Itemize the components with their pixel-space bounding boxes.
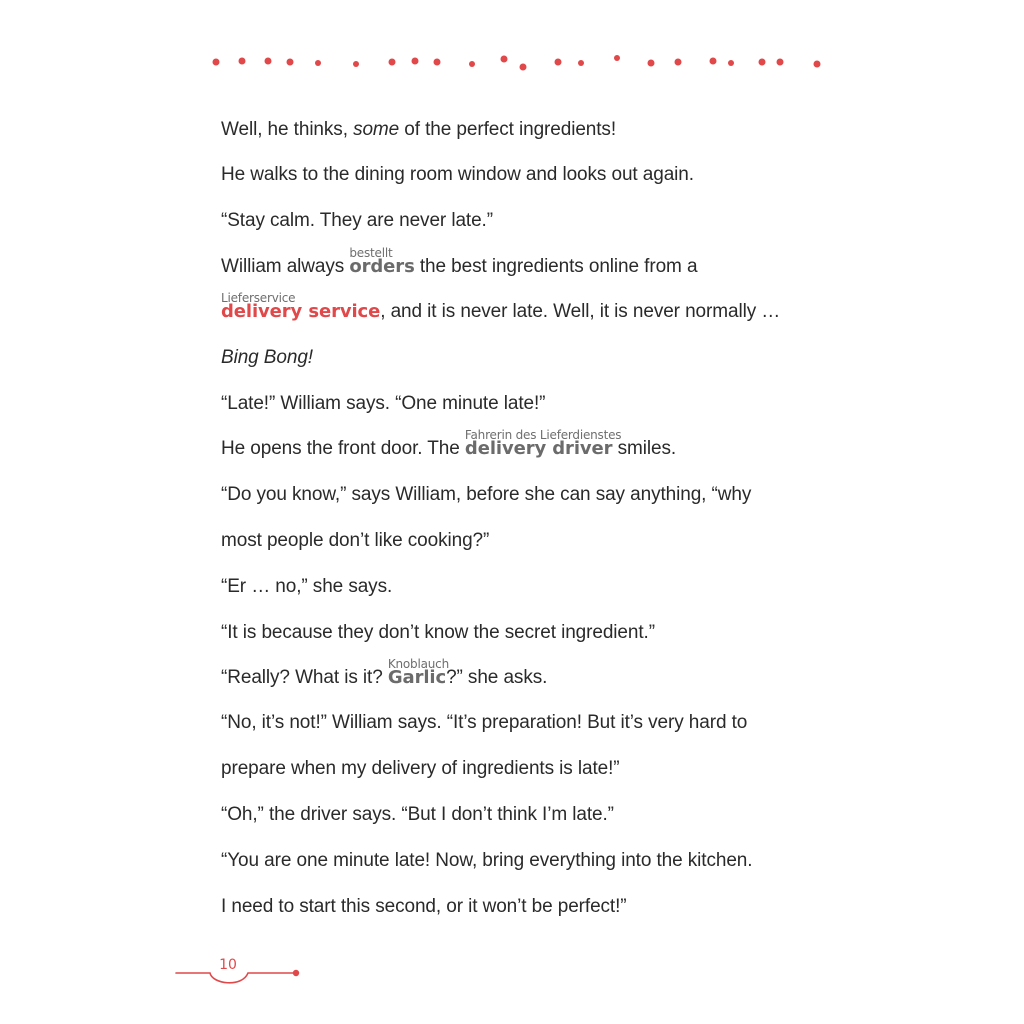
text-segment: I need to start this second, or it won’t be perfect!” (221, 896, 627, 917)
vocab-word: delivery driver (464, 438, 613, 459)
vocab-word: delivery service (221, 301, 381, 322)
decorative-dot (389, 59, 396, 66)
decorative-dot (501, 56, 508, 63)
page-number: 10 (219, 957, 237, 973)
vocab-word: orders (349, 256, 415, 277)
text-segment: “It is because they don’t know the secret ingredient.” (221, 622, 655, 643)
vocab-translation: Knoblauch (387, 657, 449, 671)
text-segment: ?” she asks. (446, 667, 548, 688)
page-number-ornament (170, 948, 310, 998)
text-segment: the best ingredients online from a (414, 256, 698, 277)
text-line (221, 392, 545, 416)
text-segment: “Er … no,” she says. (221, 576, 393, 597)
vocab-term (387, 657, 449, 690)
vocab-word: Garlic (387, 667, 447, 688)
decorative-dot (814, 61, 821, 68)
decorative-dot (710, 58, 717, 65)
text-segment: He opens the front door. The (221, 438, 465, 459)
text-segment: “Stay calm. They are never late.” (221, 210, 493, 231)
text-segment: “Do you know,” says William, before she can say anything, “why (221, 484, 752, 505)
decorative-dots-row (0, 0, 1024, 90)
vocab-term (349, 246, 415, 279)
text-segment: “Oh,” the driver says. “But I don’t think I’m late.” (221, 804, 614, 825)
text-segment: Well, he thinks, (221, 119, 354, 140)
text-line (221, 483, 751, 507)
decorative-dot (759, 59, 766, 66)
text-segment: prepare when my delivery of ingredients is late!” (221, 758, 620, 779)
text-segment: “You are one minute late! Now, bring everything into the kitchen. (221, 850, 753, 871)
text-segment: “Really? What is it? (221, 667, 388, 688)
decorative-dot (412, 58, 419, 65)
text-segment: “No, it’s not!” William says. “It’s preparation! But it’s very hard to (221, 712, 748, 733)
decorative-dot (265, 58, 272, 65)
text-segment: “Late!” William says. “One minute late!” (221, 393, 546, 414)
decorative-dot (578, 60, 584, 66)
vocab-term (221, 291, 381, 324)
decorative-dot (728, 60, 734, 66)
text-line (221, 575, 392, 599)
decorative-dot (239, 58, 246, 65)
text-line (221, 428, 677, 461)
text-line (221, 118, 616, 142)
vocab-term (464, 428, 622, 461)
emphasis-text: Bing Bong! (221, 347, 313, 368)
text-line (221, 895, 627, 919)
vocab-translation: Fahrerin des Lieferdienstes (464, 428, 622, 442)
text-segment: , and it is never late. Well, it is never normally … (380, 301, 781, 322)
text-segment: He walks to the dining room window and looks out again. (221, 164, 694, 185)
decorative-dot (353, 61, 359, 67)
text-segment: William always (221, 256, 350, 277)
text-line (221, 657, 548, 690)
text-line (221, 529, 489, 553)
text-line (221, 803, 614, 827)
decorative-dot (648, 60, 655, 67)
decorative-dot (777, 59, 784, 66)
text-line (221, 621, 655, 645)
decorative-dot (675, 59, 682, 66)
decorative-dot (213, 59, 220, 66)
page-number-swoosh (170, 948, 310, 998)
text-line (221, 291, 781, 324)
text-line (221, 346, 313, 370)
decorative-dot (315, 60, 321, 66)
text-segment: most people don’t like cooking?” (221, 530, 490, 551)
vocab-translation: bestellt (349, 246, 393, 260)
decorative-dot (469, 61, 475, 67)
text-segment: of the perfect ingredients! (399, 119, 617, 140)
decorative-dot (555, 59, 562, 66)
decorative-dot (520, 64, 527, 71)
decorative-dot (614, 55, 620, 61)
text-line (221, 246, 698, 279)
decorative-dot (287, 59, 294, 66)
text-line (221, 209, 493, 233)
text-line (221, 163, 694, 187)
vocab-translation: Lieferservice (221, 291, 296, 305)
emphasis-text: some (353, 119, 400, 140)
text-segment: smiles. (612, 438, 677, 459)
text-line (221, 849, 752, 873)
text-line (221, 757, 620, 781)
decorative-dot (434, 59, 441, 66)
text-line (221, 711, 747, 735)
